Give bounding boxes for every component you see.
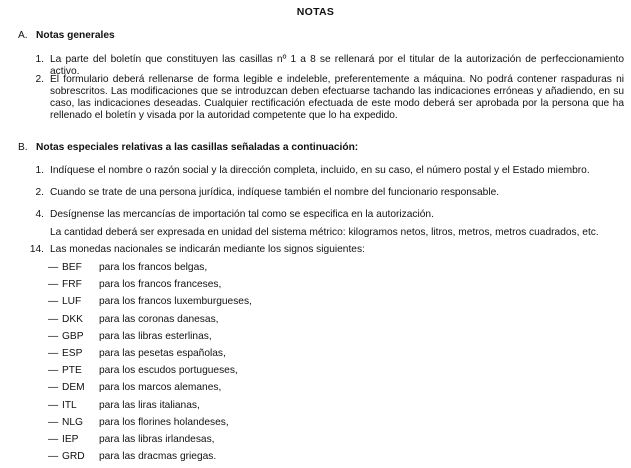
note-number: 14. <box>29 244 44 255</box>
note-b-1 <box>28 165 624 177</box>
list-dash: — <box>48 262 59 273</box>
note-number: 4. <box>35 209 44 220</box>
list-item <box>48 348 252 365</box>
list-dash: — <box>48 330 59 342</box>
list-item <box>48 296 252 313</box>
section-b-title: Notas especiales relativas a las casillas señaladas a continuación: <box>36 142 359 153</box>
note-a-2 <box>28 74 624 122</box>
currency-list <box>48 262 252 468</box>
note-text: Indíquese el nombre o razón social y la dirección completa, incluido, en su caso, el número postal y el Estado miembro. <box>50 165 590 176</box>
note-number: 1. <box>35 165 44 176</box>
list-dash: — <box>48 433 59 445</box>
note-subtext: La cantidad deberá ser expresada en unidad del sistema métrico: kilogramos netos, litros, metros, metros cuadrados, etc. <box>50 227 599 238</box>
list-item <box>48 451 252 468</box>
currency-desc: para las liras italianas, <box>99 399 200 411</box>
section-b-letter: B. <box>18 142 28 153</box>
list-item <box>48 417 252 434</box>
currency-code: ESP <box>62 347 83 359</box>
note-b-14 <box>28 244 624 256</box>
currency-desc: para los florines holandeses, <box>99 416 229 428</box>
note-b-4 <box>28 209 624 239</box>
currency-code: GBP <box>62 330 84 342</box>
currency-code: GRD <box>62 451 85 463</box>
currency-desc: para los francos belgas, <box>99 262 208 273</box>
note-number: 2. <box>35 187 44 198</box>
list-dash: — <box>48 451 59 463</box>
currency-desc: para las dracmas griegas. <box>99 451 217 463</box>
currency-desc: para los francos luxemburgueses, <box>99 296 252 308</box>
section-b-heading <box>18 142 358 154</box>
note-text: El formulario deberá rellenarse de forma legible e indeleble, preferentemente a máquina. No podrá contener raspaduras ni sobrescritos. Las modificaciones que se introduzcan deben efectuarse tachando las indicaciones erróneas y añadiendo, en su caso, las indicaciones deseadas. Cualquier rectificación efectuada de este modo deberá ser aprobada por la persona que ha rellenado el boletín y visada por la autoridad competente que lo ha expedido. <box>50 74 624 121</box>
list-dash: — <box>48 365 59 377</box>
currency-code: FRF <box>62 279 82 291</box>
currency-desc: para las libras esterlinas, <box>99 330 212 342</box>
page-title: NOTAS <box>296 6 335 18</box>
list-dash: — <box>48 347 59 359</box>
list-dash: — <box>48 313 59 325</box>
list-dash: — <box>48 279 59 291</box>
note-text: Las monedas nacionales se indicarán mediante los signos siguientes: <box>50 244 365 255</box>
list-item <box>48 365 252 382</box>
list-item <box>48 279 252 296</box>
currency-code: PTE <box>62 365 82 377</box>
list-item <box>48 434 252 451</box>
note-number: 1. <box>35 54 44 65</box>
list-item <box>48 314 252 331</box>
currency-code: BEF <box>62 262 82 273</box>
list-dash: — <box>48 382 59 394</box>
currency-desc: para los marcos alemanes, <box>99 382 222 394</box>
list-item <box>48 262 252 279</box>
list-dash: — <box>48 399 59 411</box>
note-text: Desígnense las mercancías de importación tal como se especifica en la autorización. <box>50 209 434 220</box>
currency-code: ITL <box>62 399 77 411</box>
list-item <box>48 382 252 399</box>
note-number: 2. <box>35 74 44 85</box>
currency-desc: para los francos franceses, <box>99 279 222 291</box>
currency-code: LUF <box>62 296 82 308</box>
section-a-letter: A. <box>18 30 28 41</box>
currency-code: DEM <box>62 382 85 394</box>
section-a-heading <box>18 30 115 42</box>
currency-code: IEP <box>62 433 79 445</box>
currency-code: NLG <box>62 416 83 428</box>
note-text: Cuando se trate de una persona jurídica, indíquese también el nombre del funcionario responsable. <box>50 187 500 198</box>
currency-desc: para los escudos portugueses, <box>99 365 238 377</box>
list-item <box>48 400 252 417</box>
currency-desc: para las libras irlandesas, <box>99 433 215 445</box>
list-dash: — <box>48 296 59 308</box>
list-item <box>48 331 252 348</box>
section-a-title: Notas generales <box>36 30 115 41</box>
currency-desc: para las coronas danesas, <box>99 313 219 325</box>
currency-desc: para las pesetas españolas, <box>99 347 226 359</box>
note-b-2 <box>28 187 624 199</box>
list-dash: — <box>48 416 59 428</box>
note-text: La parte del boletín que constituyen las casillas nº 1 a 8 se rellenará por el titular de la autorización de perfeccionamiento activo. <box>50 54 624 77</box>
currency-code: DKK <box>62 313 83 325</box>
